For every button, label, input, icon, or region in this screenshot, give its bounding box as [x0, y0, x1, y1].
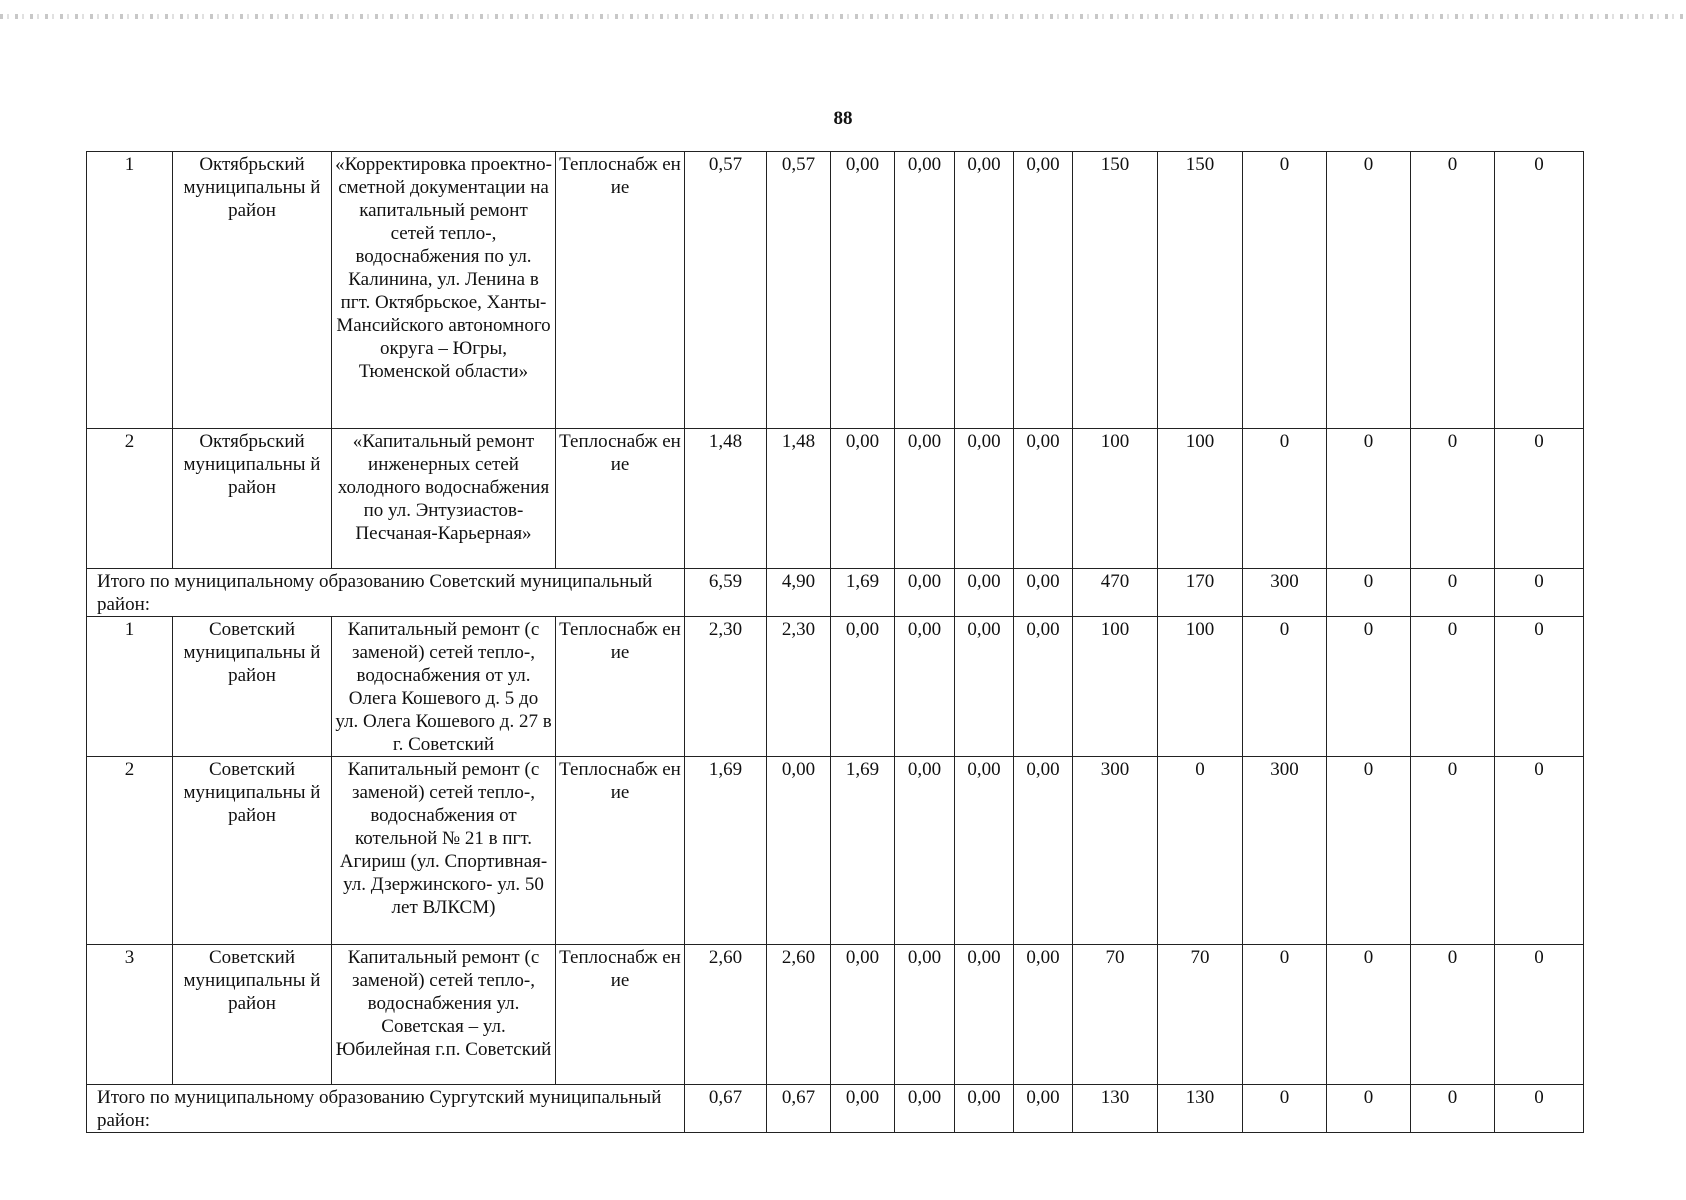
- value-cell: 0,00: [895, 1085, 955, 1133]
- value-cell: 0,57: [685, 152, 767, 429]
- value-cell: 0: [1411, 757, 1495, 945]
- table-row: [87, 152, 1584, 429]
- value-cell: 0,00: [1014, 1085, 1073, 1133]
- row-number-cell: 1: [87, 152, 173, 429]
- value-cell: 0,00: [955, 1085, 1014, 1133]
- value-cell: 0: [1411, 945, 1495, 1085]
- category-cell: Теплоснабж ение: [556, 152, 685, 429]
- value-cell: 0,00: [895, 152, 955, 429]
- row-number-cell: 2: [87, 757, 173, 945]
- value-cell: 0: [1243, 152, 1327, 429]
- value-cell: 0: [1327, 757, 1411, 945]
- value-cell: 1,69: [685, 757, 767, 945]
- summary-label-cell: Итого по муниципальному образованию Сургутский муниципальный район:: [87, 1085, 685, 1133]
- value-cell: 1,69: [831, 757, 895, 945]
- value-cell: 0,00: [831, 429, 895, 569]
- value-cell: 0,67: [685, 1085, 767, 1133]
- value-cell: 0,00: [895, 429, 955, 569]
- value-cell: 0,00: [895, 757, 955, 945]
- value-cell: 1,48: [685, 429, 767, 569]
- value-cell: 0: [1327, 1085, 1411, 1133]
- value-cell: 0,00: [1014, 429, 1073, 569]
- value-cell: 0: [1411, 152, 1495, 429]
- value-cell: 0: [1327, 945, 1411, 1085]
- row-number-cell: 3: [87, 945, 173, 1085]
- value-cell: 0: [1243, 429, 1327, 569]
- project-name-cell: Капитальный ремонт (с заменой) сетей тепло-, водоснабжения от ул. Олега Кошевого д. 5 до ул. Олега Кошевого д. 27 в г. Советский: [332, 617, 556, 757]
- table-row: [87, 617, 1584, 757]
- value-cell: 4,90: [767, 569, 831, 617]
- value-cell: 0,00: [1014, 152, 1073, 429]
- value-cell: 6,59: [685, 569, 767, 617]
- municipality-cell: Советский муниципальны й район: [173, 617, 332, 757]
- value-cell: 0: [1411, 429, 1495, 569]
- scan-artifact-line: [0, 14, 1686, 19]
- project-name-cell: Капитальный ремонт (с заменой) сетей тепло-, водоснабжения ул. Советская – ул. Юбилейная г.п. Советский: [332, 945, 556, 1085]
- value-cell: 0,00: [1014, 617, 1073, 757]
- value-cell: 0,00: [895, 945, 955, 1085]
- project-name-cell: «Корректировка проектно-сметной документации на капитальный ремонт сетей тепло-, водоснабжения по ул. Калинина, ул. Ленина в пгт. Октябрьское, Ханты-Мансийского автономного округа – Югры, Тюменской области»: [332, 152, 556, 429]
- value-cell: 150: [1073, 152, 1158, 429]
- table-row: [87, 945, 1584, 1085]
- value-cell: 0,57: [767, 152, 831, 429]
- value-cell: 0,00: [1014, 945, 1073, 1085]
- value-cell: 0,00: [955, 152, 1014, 429]
- value-cell: 2,60: [767, 945, 831, 1085]
- value-cell: 100: [1073, 617, 1158, 757]
- municipality-cell: Октябрьский муниципальны й район: [173, 429, 332, 569]
- value-cell: 2,30: [685, 617, 767, 757]
- table-row: [87, 757, 1584, 945]
- value-cell: 0,67: [767, 1085, 831, 1133]
- value-cell: 100: [1158, 617, 1243, 757]
- value-cell: 0: [1495, 152, 1584, 429]
- project-name-cell: «Капитальный ремонт инженерных сетей холодного водоснабжения по ул. Энтузиастов-Песчаная-Карьерная»: [332, 429, 556, 569]
- value-cell: 0: [1327, 152, 1411, 429]
- value-cell: 0: [1158, 757, 1243, 945]
- value-cell: 0: [1327, 617, 1411, 757]
- row-number-cell: 1: [87, 617, 173, 757]
- value-cell: 0,00: [955, 569, 1014, 617]
- value-cell: 0,00: [955, 429, 1014, 569]
- municipality-cell: Октябрьский муниципальны й район: [173, 152, 332, 429]
- value-cell: 0: [1411, 1085, 1495, 1133]
- summary-row: [87, 1085, 1584, 1133]
- value-cell: 0: [1495, 617, 1584, 757]
- value-cell: 150: [1158, 152, 1243, 429]
- municipality-cell: Советский муниципальны й район: [173, 757, 332, 945]
- category-cell: Теплоснабж ение: [556, 429, 685, 569]
- value-cell: 0,00: [955, 617, 1014, 757]
- table-row: [87, 429, 1584, 569]
- value-cell: 300: [1243, 569, 1327, 617]
- value-cell: 0: [1495, 757, 1584, 945]
- summary-row: [87, 569, 1584, 617]
- project-name-cell: Капитальный ремонт (с заменой) сетей тепло-, водоснабжения от котельной № 21 в пгт. Агириш (ул. Спортивная-ул. Дзержинского- ул. 50 лет ВЛКСМ): [332, 757, 556, 945]
- value-cell: 0,00: [767, 757, 831, 945]
- value-cell: 300: [1073, 757, 1158, 945]
- value-cell: 0,00: [895, 617, 955, 757]
- value-cell: 2,60: [685, 945, 767, 1085]
- value-cell: 0: [1411, 569, 1495, 617]
- value-cell: 2,30: [767, 617, 831, 757]
- municipality-cell: Советский муниципальны й район: [173, 945, 332, 1085]
- value-cell: 0,00: [831, 152, 895, 429]
- value-cell: 0: [1411, 617, 1495, 757]
- value-cell: 470: [1073, 569, 1158, 617]
- value-cell: 0: [1495, 429, 1584, 569]
- value-cell: 0,00: [955, 945, 1014, 1085]
- value-cell: 0,00: [955, 757, 1014, 945]
- value-cell: 0: [1327, 429, 1411, 569]
- value-cell: 0,00: [831, 1085, 895, 1133]
- category-cell: Теплоснабж ение: [556, 945, 685, 1085]
- category-cell: Теплоснабж ение: [556, 617, 685, 757]
- value-cell: 0: [1327, 569, 1411, 617]
- value-cell: 1,48: [767, 429, 831, 569]
- table-body: [87, 152, 1584, 1133]
- value-cell: 130: [1158, 1085, 1243, 1133]
- value-cell: 100: [1073, 429, 1158, 569]
- value-cell: 0,00: [1014, 569, 1073, 617]
- value-cell: 130: [1073, 1085, 1158, 1133]
- value-cell: 70: [1158, 945, 1243, 1085]
- value-cell: 0: [1495, 1085, 1584, 1133]
- value-cell: 0: [1243, 617, 1327, 757]
- row-number-cell: 2: [87, 429, 173, 569]
- value-cell: 0,00: [831, 945, 895, 1085]
- value-cell: 1,69: [831, 569, 895, 617]
- value-cell: 70: [1073, 945, 1158, 1085]
- value-cell: 170: [1158, 569, 1243, 617]
- value-cell: 0: [1243, 1085, 1327, 1133]
- value-cell: 0: [1243, 945, 1327, 1085]
- value-cell: 0: [1495, 945, 1584, 1085]
- summary-label-cell: Итого по муниципальному образованию Советский муниципальный район:: [87, 569, 685, 617]
- value-cell: 100: [1158, 429, 1243, 569]
- category-cell: Теплоснабж ение: [556, 757, 685, 945]
- value-cell: 0: [1495, 569, 1584, 617]
- value-cell: 300: [1243, 757, 1327, 945]
- page-number: 88: [833, 108, 853, 129]
- value-cell: 0,00: [831, 617, 895, 757]
- investment-table: [86, 151, 1584, 1133]
- value-cell: 0,00: [1014, 757, 1073, 945]
- value-cell: 0,00: [895, 569, 955, 617]
